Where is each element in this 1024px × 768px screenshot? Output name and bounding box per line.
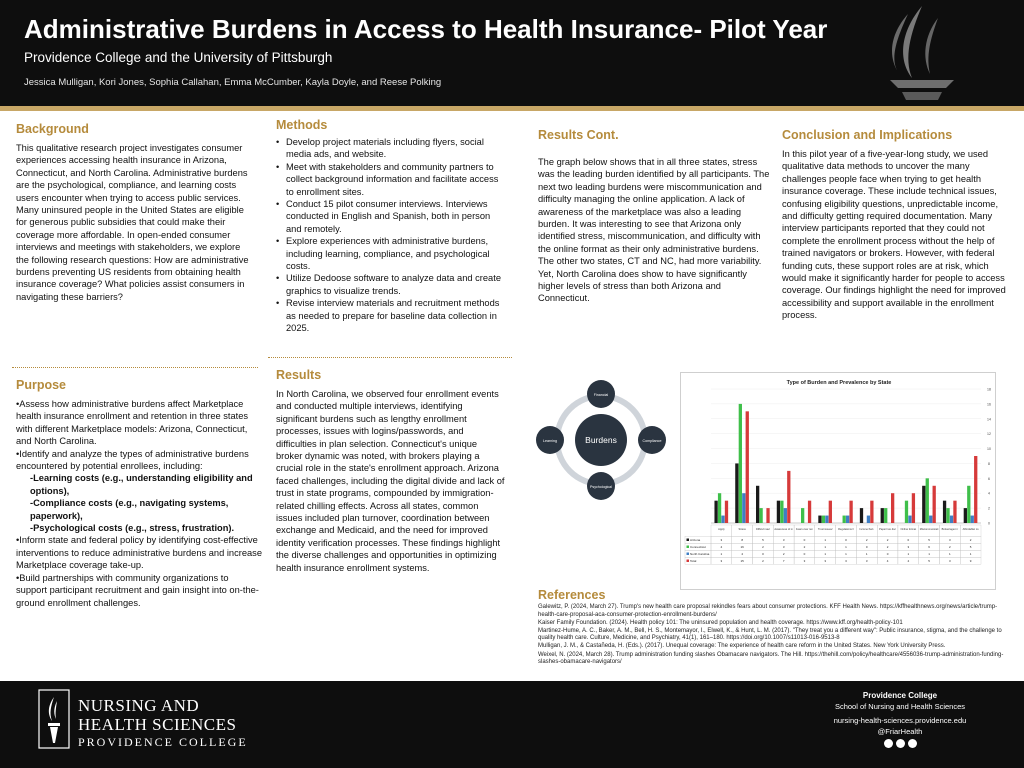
- data-label: 1: [845, 552, 847, 556]
- purpose-point-4: •Build partnerships with community organizations to support participant recruitment and gain insight into on-the-ground enrollment challenges.: [16, 572, 259, 608]
- divider-line: [268, 357, 512, 358]
- divider-line: [12, 367, 258, 368]
- reference-item: Galewitz, P. (2024, March 27). Trump's new health care proposal rekindles fears about consumer protections. KFF Health News. https://kffhealthnews.org/news/article/trump-health-care-proposal-aca-consumer-protection-enrollment-burdens/: [538, 604, 998, 618]
- y-tick-label: 6: [988, 476, 990, 481]
- bar-total: [891, 493, 894, 523]
- bar-connecticut: [801, 508, 804, 523]
- data-label: 1: [824, 552, 827, 556]
- data-label: 2: [865, 538, 868, 542]
- data-label: 4: [907, 559, 910, 563]
- bar-total: [725, 501, 728, 523]
- bar-total: [912, 493, 915, 523]
- purpose-compliance-costs: -Compliance costs (e.g., navigating systems, paperwork),: [30, 498, 229, 521]
- results-title: Results: [276, 368, 322, 382]
- footer-org: Providence College: [862, 691, 938, 700]
- bar-north-carolina: [929, 516, 932, 523]
- results-cont-text: The graph below shows that in all three states, stress was the leading burden identified by all participants. The next two leading burdens were miscommunication and difficulty managing the online application. A lack of awareness of the marketplace was also a leading burden. It was interesting to see that Arizona only identified stress, miscommunication, and difficulty with the online format as their only administrative burdens. The other two states, CT and NC, had more variability. Yet, North Carolina does show to have significantly higher levels of stress than both Arizona and Connecticut.: [538, 157, 770, 304]
- data-label: 3: [845, 559, 847, 563]
- y-tick-label: 12: [987, 432, 991, 437]
- bar-arizona: [818, 516, 821, 523]
- data-label: 2: [782, 552, 785, 556]
- legend-swatch: [687, 539, 690, 542]
- x-tick-label: Difficult navi: [755, 528, 770, 531]
- x-tick-label: Awareness of m: [774, 528, 793, 531]
- data-label: 0: [845, 538, 847, 542]
- header-accent-bar: [0, 106, 1024, 111]
- data-label: 0: [762, 552, 764, 556]
- x-tick-label: Trust issues/: [817, 528, 833, 531]
- legend-label: Total: [690, 559, 697, 563]
- data-label: 2: [886, 545, 889, 549]
- data-label: 8: [741, 538, 743, 542]
- data-label: 0: [886, 552, 889, 556]
- footer-url[interactable]: nursing-health-sciences.providence.edu: [833, 716, 967, 725]
- bar-total: [829, 501, 832, 523]
- data-label: 2: [969, 538, 972, 542]
- bar-connecticut: [905, 501, 908, 523]
- reference-item: Mulligan, J. M., & Castañeda, H. (Eds.). (2017). Unequal coverage: The experience of health care reform in the United States. New York University Press.: [538, 643, 946, 650]
- legend-label: Connecticut: [690, 545, 706, 549]
- node-financial-label: Financial: [593, 393, 609, 397]
- reference-item: Weixel, N. (2024, March 28). Trump administration funding slashes Obamacare navigators. The Hill. https://thehill.com/policy/healthcare/4556036-trump-administration-funding-slashes-obamacare-navigators/: [538, 651, 1004, 666]
- footer-logo-line2: HEALTH SCIENCES: [78, 715, 237, 734]
- flame-logo-icon: [850, 4, 990, 106]
- bar-total: [953, 501, 956, 523]
- bar-total: [766, 508, 769, 523]
- poster-title: Administrative Burdens in Access to Health Insurance- Pilot Year: [24, 14, 828, 44]
- results-cont-title: Results Cont.: [538, 128, 619, 142]
- bar-connecticut: [822, 516, 825, 523]
- legend-swatch: [687, 546, 690, 549]
- data-label: 3: [824, 559, 827, 563]
- bar-connecticut: [739, 404, 742, 523]
- data-label: 5: [928, 538, 930, 542]
- bar-north-carolina: [721, 516, 724, 523]
- x-tick-label: Stress: [738, 528, 746, 531]
- bar-arizona: [735, 463, 738, 523]
- data-label: 2: [762, 545, 764, 549]
- bar-north-carolina: [971, 516, 974, 523]
- bar-total: [849, 501, 852, 523]
- data-label: 3: [907, 545, 910, 549]
- conclusion-title: Conclusion and Implications: [782, 128, 953, 142]
- data-label: 0: [907, 538, 910, 542]
- social-icons: [790, 739, 1010, 748]
- y-tick-label: 18: [987, 387, 991, 392]
- bar-arizona: [881, 508, 884, 523]
- x-tick-label: Regulations/ l: [838, 528, 854, 531]
- burdens-cycle-diagram: [528, 376, 674, 500]
- burden-prevalence-chart: [680, 372, 996, 590]
- bar-arizona: [943, 501, 946, 523]
- data-label: 7: [782, 559, 785, 563]
- background-title: Background: [16, 122, 89, 136]
- poster-subtitle: Providence College and the University of Pittsburgh: [24, 50, 333, 65]
- purpose-point-3: •Inform state and federal policy by identifying cost-effective interventions to reduce administrative burdens and increase Marketplace coverage take-up.: [16, 535, 262, 571]
- data-label: 4: [720, 545, 723, 549]
- data-label: 2: [762, 559, 764, 563]
- y-tick-label: 2: [988, 506, 990, 511]
- footer-logo-line3: PROVIDENCE COLLEGE: [78, 735, 248, 749]
- y-tick-label: 4: [988, 491, 990, 496]
- reference-item: Martinez-Hume, A. C., Baker, A. M., Bell, H. S., Montemayor, I., Elwell, K., & Hunt, L. M. (2017). "They treat you a different way": Public insurance, stigma, and the challenge to quality health care. Culture, Medicine, and Psychiatry, 41(1), 161–180. https://doi.org/10.1007/s11013-016-9513-8: [538, 627, 1002, 642]
- x-tick-label: Affordable/ co: [962, 528, 979, 531]
- chart-svg: [681, 373, 997, 591]
- purpose-title: Purpose: [16, 378, 67, 392]
- bar-connecticut: [946, 508, 949, 523]
- bar-total: [787, 471, 790, 523]
- instagram-icon[interactable]: [884, 739, 893, 748]
- bar-arizona: [777, 501, 780, 523]
- references-title: References: [538, 588, 606, 602]
- bar-total: [974, 456, 977, 523]
- data-label: 15: [740, 559, 744, 563]
- facebook-icon[interactable]: [908, 739, 917, 748]
- methods-item: • Develop project materials including flyers, social media ads, and website.: [276, 136, 504, 161]
- legend-swatch: [687, 553, 690, 556]
- data-label: 2: [949, 545, 951, 549]
- conclusion-text: In this pilot year of a five-year-long study, we used qualitative data methods to uncover the many challenges people face when trying to get health insurance coverage. These include technical issues, confusing eligibility questions, unpredictable income, and difficulty getting required documentation. Many interview participants reported that they could not complete the enrollment process without the help of trained navigators or brokers. However, with federal funding cuts, these support roles are at risk, which would make it significantly harder for people to access coverage. Our findings highlight the need for improved accessibility and support available in the enrollment process.: [782, 149, 1006, 321]
- x-tick-label: Miscommunicati: [919, 528, 939, 531]
- purpose-point-2: •Identify and analyze the types of administrative burdens encountered by potential enrollees, including:: [16, 448, 249, 472]
- references-list: [538, 604, 1008, 667]
- data-label: 1: [865, 552, 868, 556]
- methods-item: • Conduct 15 pilot consumer interviews. Interviews conducted in English and Spanish, both in person and remotely.: [276, 198, 504, 235]
- bar-connecticut: [780, 501, 783, 523]
- footer-school: School of Nursing and Health Sciences: [834, 702, 966, 711]
- results-section: [276, 368, 506, 574]
- data-label: 16: [740, 545, 744, 549]
- bar-north-carolina: [825, 516, 828, 523]
- y-tick-label: 8: [988, 461, 990, 466]
- y-tick-label: 14: [987, 417, 991, 422]
- bar-north-carolina: [950, 516, 953, 523]
- x-tick-label: Income fluct.: [859, 528, 875, 531]
- data-label: 1: [949, 552, 951, 556]
- bar-north-carolina: [908, 516, 911, 523]
- bar-total: [933, 486, 936, 523]
- x-tick-label: Apply: [718, 528, 725, 531]
- y-tick-label: 10: [987, 447, 991, 452]
- bar-connecticut: [843, 516, 846, 523]
- bar-connecticut: [967, 486, 970, 523]
- data-label: 0: [803, 552, 806, 556]
- methods-item: • Explore experiences with administrative burdens, including learning, compliance, and psychological costs.: [276, 235, 504, 272]
- legend-label: Arizona: [690, 538, 701, 542]
- methods-title: Methods: [276, 118, 328, 132]
- data-label: 3: [949, 538, 951, 542]
- data-label: 3: [782, 545, 785, 549]
- results-cont-section: [538, 128, 770, 305]
- bar-north-carolina: [867, 516, 870, 523]
- bar-north-carolina: [742, 493, 745, 523]
- data-label: 3: [782, 538, 785, 542]
- y-tick-label: 16: [987, 402, 991, 407]
- bar-connecticut: [926, 478, 929, 523]
- data-label: 9: [969, 559, 972, 563]
- torch-logo-icon: [38, 689, 70, 749]
- footer-contact: [790, 691, 1010, 748]
- poster-authors: Jessica Mulligan, Kori Jones, Sophia Callahan, Emma McCumber, Kayla Doyle, and Reese Polking: [24, 77, 442, 88]
- data-label: 3: [803, 559, 806, 563]
- bar-connecticut: [884, 508, 887, 523]
- y-tick-label: 0: [988, 521, 990, 526]
- node-learning-label: Learning: [543, 439, 557, 443]
- bar-arizona: [860, 508, 863, 523]
- bar-total: [808, 501, 811, 523]
- data-label: 3: [720, 538, 723, 542]
- x-icon[interactable]: [896, 739, 905, 748]
- data-label: 5: [928, 559, 930, 563]
- data-label: 1: [907, 552, 910, 556]
- node-compliance-label: Compliance: [642, 439, 662, 443]
- data-label: 5: [762, 538, 764, 542]
- bar-arizona: [922, 486, 925, 523]
- node-psychological-label: Psychological: [590, 485, 612, 489]
- bar-arizona: [714, 501, 717, 523]
- bar-connecticut: [759, 508, 762, 523]
- methods-item: • Revise interview materials and recruitment methods as needed to prepare for baseline data collection in 2025.: [276, 297, 504, 334]
- data-label: 4: [741, 552, 743, 556]
- bar-total: [870, 501, 873, 523]
- burdens-center-label: Burdens: [585, 435, 617, 445]
- bar-connecticut: [718, 493, 721, 523]
- data-label: 1: [824, 538, 827, 542]
- bar-north-carolina: [846, 516, 849, 523]
- bar-arizona: [964, 508, 967, 523]
- purpose-learning-costs: -Learning costs (e.g., understanding eligibility and options),: [30, 473, 253, 496]
- data-label: 1: [720, 552, 723, 556]
- data-label: 0: [803, 538, 806, 542]
- methods-item: • Meet with stakeholders and community partners to collect background information and facilitate access to enrollment sites.: [276, 161, 504, 198]
- x-tick-label: Fears over ren: [796, 528, 813, 531]
- purpose-point-1: •Assess how administrative burdens affect Marketplace health insurance enrollment and retention in three states with different Marketplace models: Arizona, Connecticut, and North Carolina.: [16, 399, 249, 447]
- chart-title: Type of Burden and Prevalence by State: [786, 380, 892, 386]
- data-label: 6: [928, 545, 930, 549]
- methods-list: [276, 136, 504, 335]
- bar-north-carolina: [784, 508, 787, 523]
- purpose-psychological-costs: -Psychological costs (e.g., stress, frustration).: [30, 523, 235, 534]
- data-label: 1: [845, 545, 847, 549]
- results-text: In North Carolina, we observed four enrollment events and conducted multiple interviews, identifying significant burdens such as lengthy enrollment processes, issues with logins/passwords, and difficulties in plan selection. Connecticut's unique broker dynamic was noted, with brokers playing a crucial role in the state's enrollment approach. Arizona faced challenges, including the digital divide and lack of trust in state programs, compounded by immigration-related chilling effects. Across all states, common issues included plan turnover, coordination between exchange and Medicaid, and the need for improved identity verification processes. These findings highlight the diverse challenges and opportunities in optimizing health insurance enrollment systems.: [276, 389, 505, 573]
- data-label: 3: [949, 559, 951, 563]
- data-label: 0: [865, 545, 868, 549]
- x-tick-label: Broker/agent r: [941, 528, 959, 531]
- data-label: 1: [824, 545, 827, 549]
- legend-label: North Carolina: [690, 552, 710, 556]
- data-label: 2: [886, 538, 889, 542]
- background-text: This qualitative research project investigates consumer experiences accessing health insurance in Arizona, Connecticut, and North Carolina. Administrative burdens are the psychological, compliance, and learning costs users encounter when trying to access public services. Many uninsured people in the United States are eligible for generous public subsidies that could make their coverage more affordable. In open-ended consumer interviews and meetings with stakeholders, we explore the following research questions: How are administrative burdens preventing US residents from obtaining health insurance coverage? What policies assist consumers in navigating these barriers?: [16, 143, 249, 302]
- reference-item: Kaiser Family Foundation. (2024). Health policy 101: The uninsured population and health coverage. https://www.kff.org/health-policy-101: [538, 619, 903, 626]
- conclusion-section: [782, 128, 1008, 322]
- poster-footer: [0, 681, 1024, 768]
- footer-handle: @FriarHealth: [877, 727, 923, 736]
- purpose-section: [16, 378, 262, 609]
- data-label: 2: [803, 545, 806, 549]
- data-label: 1: [928, 552, 930, 556]
- background-section: [16, 122, 254, 303]
- legend-swatch: [687, 560, 690, 563]
- data-label: 4: [886, 559, 889, 563]
- bar-total: [746, 411, 749, 523]
- references-section: [538, 588, 1008, 667]
- footer-logo-line1: NURSING AND: [78, 696, 200, 715]
- x-tick-label: Online format: [900, 528, 917, 531]
- x-tick-label: Paper/ tax doc: [879, 528, 896, 531]
- data-label: 5: [969, 545, 972, 549]
- data-label: 1: [969, 552, 972, 556]
- methods-item: • Utilize Dedoose software to analyze data and create graphics to visualize trends.: [276, 272, 504, 297]
- bar-arizona: [756, 486, 759, 523]
- data-label: 3: [865, 559, 868, 563]
- data-label: 3: [720, 559, 723, 563]
- methods-section: [276, 118, 504, 335]
- poster-header: [0, 0, 1024, 106]
